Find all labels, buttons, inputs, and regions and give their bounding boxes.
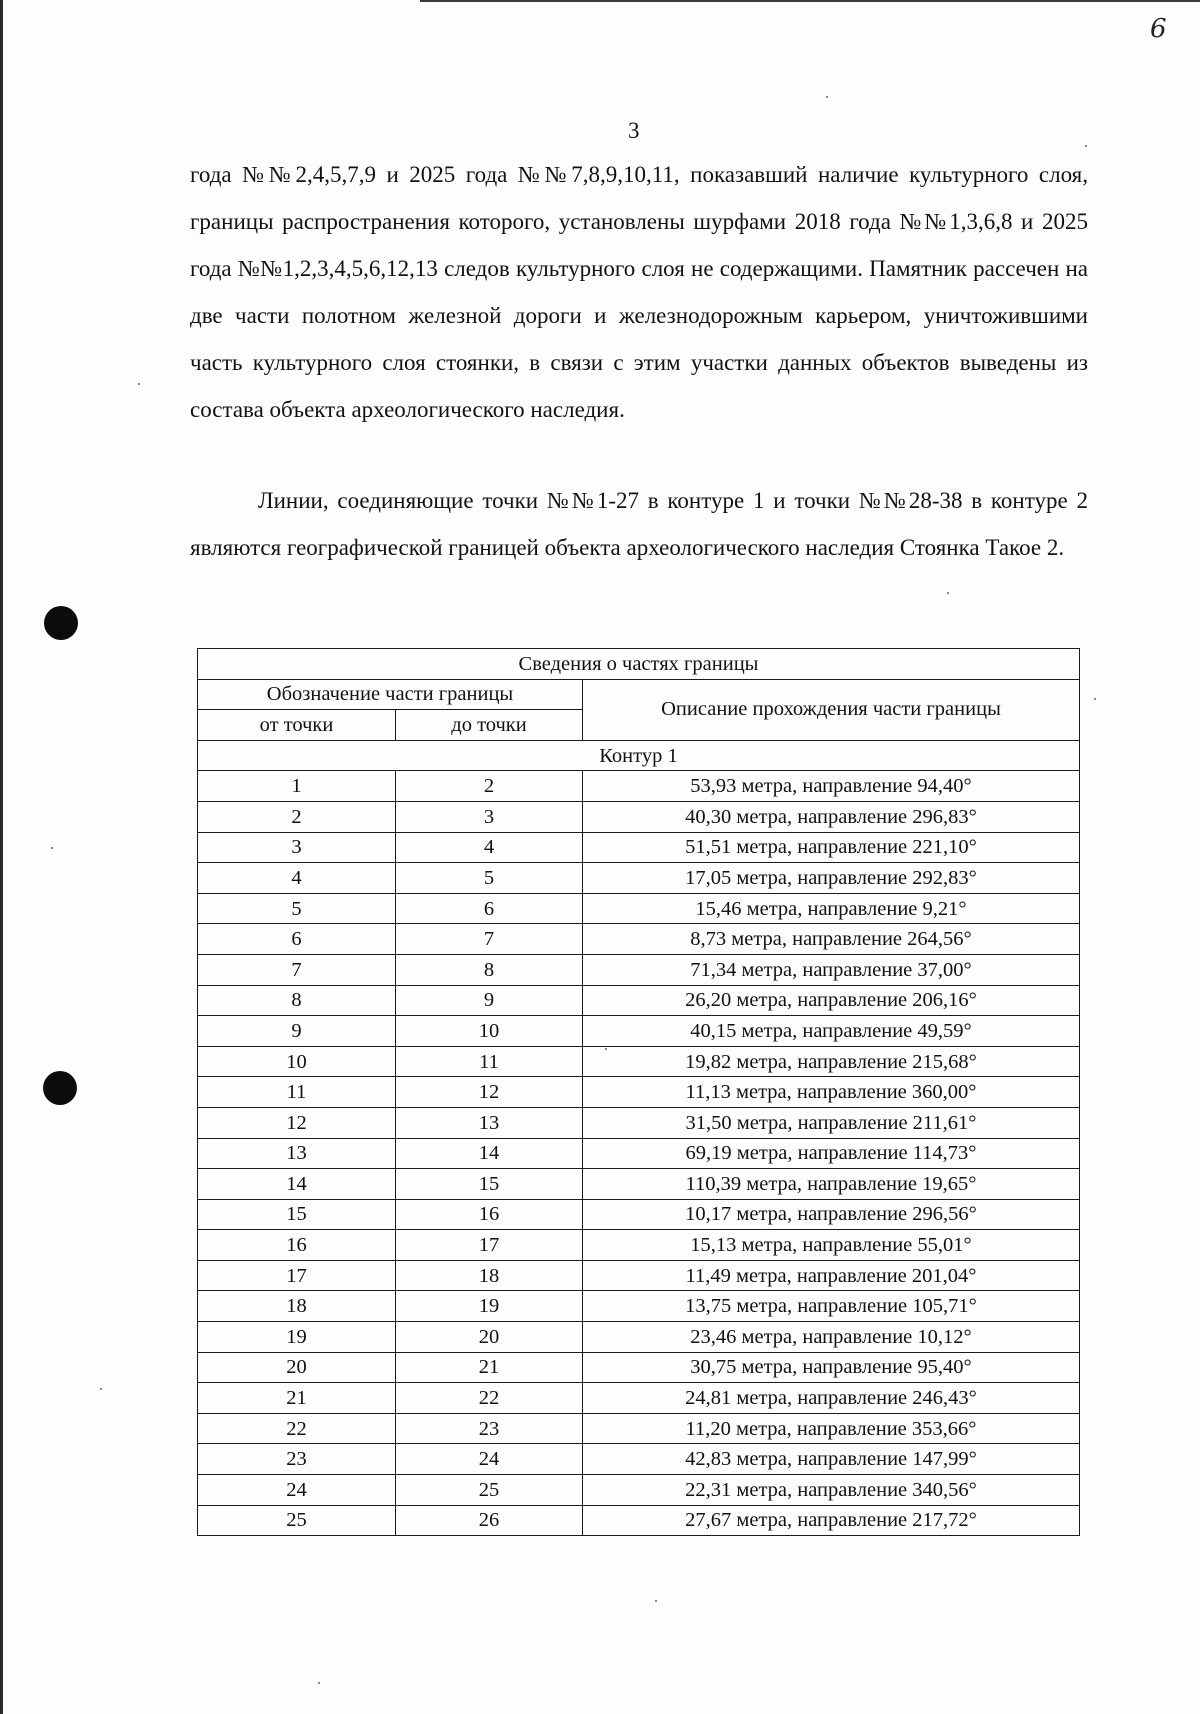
description-cell: 24,81 метра, направление 246,43° — [583, 1383, 1080, 1414]
description-cell: 27,67 метра, направление 217,72° — [583, 1505, 1080, 1536]
description-cell: 26,20 метра, направление 206,16° — [583, 985, 1080, 1016]
from-point-cell: 2 — [198, 801, 396, 832]
from-point-cell: 14 — [198, 1169, 396, 1200]
scan-speck — [1085, 145, 1087, 147]
description-cell: 40,30 метра, направление 296,83° — [583, 801, 1080, 832]
from-point-cell: 8 — [198, 985, 396, 1016]
from-point-cell: 7 — [198, 954, 396, 985]
from-point-cell: 6 — [198, 924, 396, 955]
to-point-cell: 11 — [396, 1046, 583, 1077]
to-point-cell: 22 — [396, 1383, 583, 1414]
table-row — [198, 1413, 1080, 1444]
to-point-cell: 23 — [396, 1413, 583, 1444]
from-point-cell: 18 — [198, 1291, 396, 1322]
from-point-cell: 22 — [198, 1413, 396, 1444]
to-point-cell: 17 — [396, 1230, 583, 1261]
punch-hole-bottom — [43, 1071, 77, 1105]
description-cell: 23,46 метра, направление 10,12° — [583, 1322, 1080, 1353]
from-point-cell: 13 — [198, 1138, 396, 1169]
description-cell: 11,13 метра, направление 360,00° — [583, 1077, 1080, 1108]
description-cell: 17,05 метра, направление 292,83° — [583, 863, 1080, 894]
from-point-cell: 9 — [198, 1016, 396, 1047]
description-cell: 15,46 метра, направление 9,21° — [583, 893, 1080, 924]
from-point-cell: 25 — [198, 1505, 396, 1536]
to-point-cell: 10 — [396, 1016, 583, 1047]
to-point-cell: 16 — [396, 1199, 583, 1230]
table-row — [198, 954, 1080, 985]
to-point-cell: 21 — [396, 1352, 583, 1383]
table-row — [198, 1016, 1080, 1047]
table-row — [198, 1352, 1080, 1383]
scan-speck — [947, 592, 949, 594]
description-cell: 19,82 метра, направление 215,68° — [583, 1046, 1080, 1077]
paragraph-boundary-lines: Линии, соединяющие точки №№1-27 в контуре 1 и точки №№28-38 в контуре 2 являются географической границей объекта археологического наследия Стоянка Такое 2. — [190, 488, 1088, 560]
table-row — [198, 1138, 1080, 1169]
description-cell: 110,39 метра, направление 19,65° — [583, 1169, 1080, 1200]
from-point-cell: 23 — [198, 1444, 396, 1475]
description-cell: 31,50 метра, направление 211,61° — [583, 1107, 1080, 1138]
from-point-cell: 4 — [198, 863, 396, 894]
table-row — [198, 832, 1080, 863]
table-row — [198, 1077, 1080, 1108]
description-header: Описание прохождения части границы — [583, 679, 1080, 740]
scan-speck — [318, 1682, 320, 1684]
description-cell: 8,73 метра, направление 264,56° — [583, 924, 1080, 955]
from-point-cell: 10 — [198, 1046, 396, 1077]
to-point-cell: 4 — [396, 832, 583, 863]
description-cell: 53,93 метра, направление 94,40° — [583, 771, 1080, 802]
description-cell: 51,51 метра, направление 221,10° — [583, 832, 1080, 863]
scan-speck — [655, 1600, 657, 1602]
to-point-cell: 25 — [396, 1475, 583, 1506]
table-row — [198, 1169, 1080, 1200]
paragraph-cultural-layer: года №№2,4,5,7,9 и 2025 года №№7,8,9,10,11, показавший наличие культурного слоя, границы распространения которого, установлены шурфами 2018 года №№1,3,6,8 и 2025 года №№1,2,3,4,5,6,12,13 следов культурного слоя не содержащими. Памятник рассечен на две части полотном железной дороги и железнодорожным карьером, уничтожившими часть культурного слоя стоянки, в связи с этим участки данных объектов выведены из состава объекта археологического наследия. — [190, 162, 1088, 422]
table-row — [198, 801, 1080, 832]
description-cell: 71,34 метра, направление 37,00° — [583, 954, 1080, 985]
to-point-cell: 18 — [396, 1260, 583, 1291]
from-point-cell: 21 — [198, 1383, 396, 1414]
table-row — [198, 1322, 1080, 1353]
from-point-cell: 15 — [198, 1199, 396, 1230]
to-point-cell: 24 — [396, 1444, 583, 1475]
table-row — [198, 1444, 1080, 1475]
table-header-row — [198, 679, 1080, 710]
scan-top-edge — [420, 0, 1200, 2]
scan-left-edge — [0, 0, 3, 1714]
to-point-cell: 8 — [396, 954, 583, 985]
table-row — [198, 1260, 1080, 1291]
to-point-cell: 15 — [396, 1169, 583, 1200]
to-point-cell: 12 — [396, 1077, 583, 1108]
table-row — [198, 1046, 1080, 1077]
description-cell: 30,75 метра, направление 95,40° — [583, 1352, 1080, 1383]
to-point-cell: 19 — [396, 1291, 583, 1322]
table-row — [198, 1230, 1080, 1261]
scan-speck — [138, 383, 140, 385]
to-point-cell: 2 — [396, 771, 583, 802]
description-cell: 11,20 метра, направление 353,66° — [583, 1413, 1080, 1444]
description-cell: 13,75 метра, направление 105,71° — [583, 1291, 1080, 1322]
from-point-cell: 16 — [198, 1230, 396, 1261]
punch-hole-top — [44, 606, 78, 640]
from-point-cell: 19 — [198, 1322, 396, 1353]
table-title-row — [198, 649, 1080, 680]
boundary-parts-table — [197, 648, 1080, 1536]
table-row — [198, 924, 1080, 955]
description-cell: 10,17 метра, направление 296,56° — [583, 1199, 1080, 1230]
from-point-cell: 3 — [198, 832, 396, 863]
table-row — [198, 1107, 1080, 1138]
table-title: Сведения о частях границы — [198, 649, 1080, 680]
table-row — [198, 1475, 1080, 1506]
to-point-header: до точки — [396, 710, 583, 741]
description-cell: 40,15 метра, направление 49,59° — [583, 1016, 1080, 1047]
handwritten-sheet-number: 6 — [1150, 14, 1167, 44]
from-point-cell: 17 — [198, 1260, 396, 1291]
from-point-cell: 20 — [198, 1352, 396, 1383]
description-cell: 11,49 метра, направление 201,04° — [583, 1260, 1080, 1291]
to-point-cell: 14 — [396, 1138, 583, 1169]
contour-row — [198, 740, 1080, 771]
to-point-cell: 26 — [396, 1505, 583, 1536]
table-row — [198, 1291, 1080, 1322]
from-point-cell: 11 — [198, 1077, 396, 1108]
table-row — [198, 1199, 1080, 1230]
to-point-cell: 7 — [396, 924, 583, 955]
scan-speck — [826, 96, 828, 98]
from-point-cell: 24 — [198, 1475, 396, 1506]
from-point-cell: 1 — [198, 771, 396, 802]
table-row — [198, 1383, 1080, 1414]
table-row — [198, 985, 1080, 1016]
table-row — [198, 771, 1080, 802]
from-point-cell: 12 — [198, 1107, 396, 1138]
to-point-cell: 6 — [396, 893, 583, 924]
part-designation-header: Обозначение части границы — [198, 679, 583, 710]
scan-speck — [1094, 698, 1096, 700]
description-cell: 69,19 метра, направление 114,73° — [583, 1138, 1080, 1169]
description-cell: 22,31 метра, направление 340,56° — [583, 1475, 1080, 1506]
page-number: 3 — [628, 118, 640, 143]
table-row — [198, 893, 1080, 924]
description-cell: 42,83 метра, направление 147,99° — [583, 1444, 1080, 1475]
to-point-cell: 9 — [396, 985, 583, 1016]
scan-speck — [51, 847, 53, 849]
to-point-cell: 3 — [396, 801, 583, 832]
from-point-header: от точки — [198, 710, 396, 741]
to-point-cell: 5 — [396, 863, 583, 894]
contour-label: Контур 1 — [198, 740, 1080, 771]
from-point-cell: 5 — [198, 893, 396, 924]
scan-speck — [100, 1388, 102, 1390]
to-point-cell: 20 — [396, 1322, 583, 1353]
description-cell: 15,13 метра, направление 55,01° — [583, 1230, 1080, 1261]
table-row — [198, 863, 1080, 894]
table-row — [198, 1505, 1080, 1536]
to-point-cell: 13 — [396, 1107, 583, 1138]
